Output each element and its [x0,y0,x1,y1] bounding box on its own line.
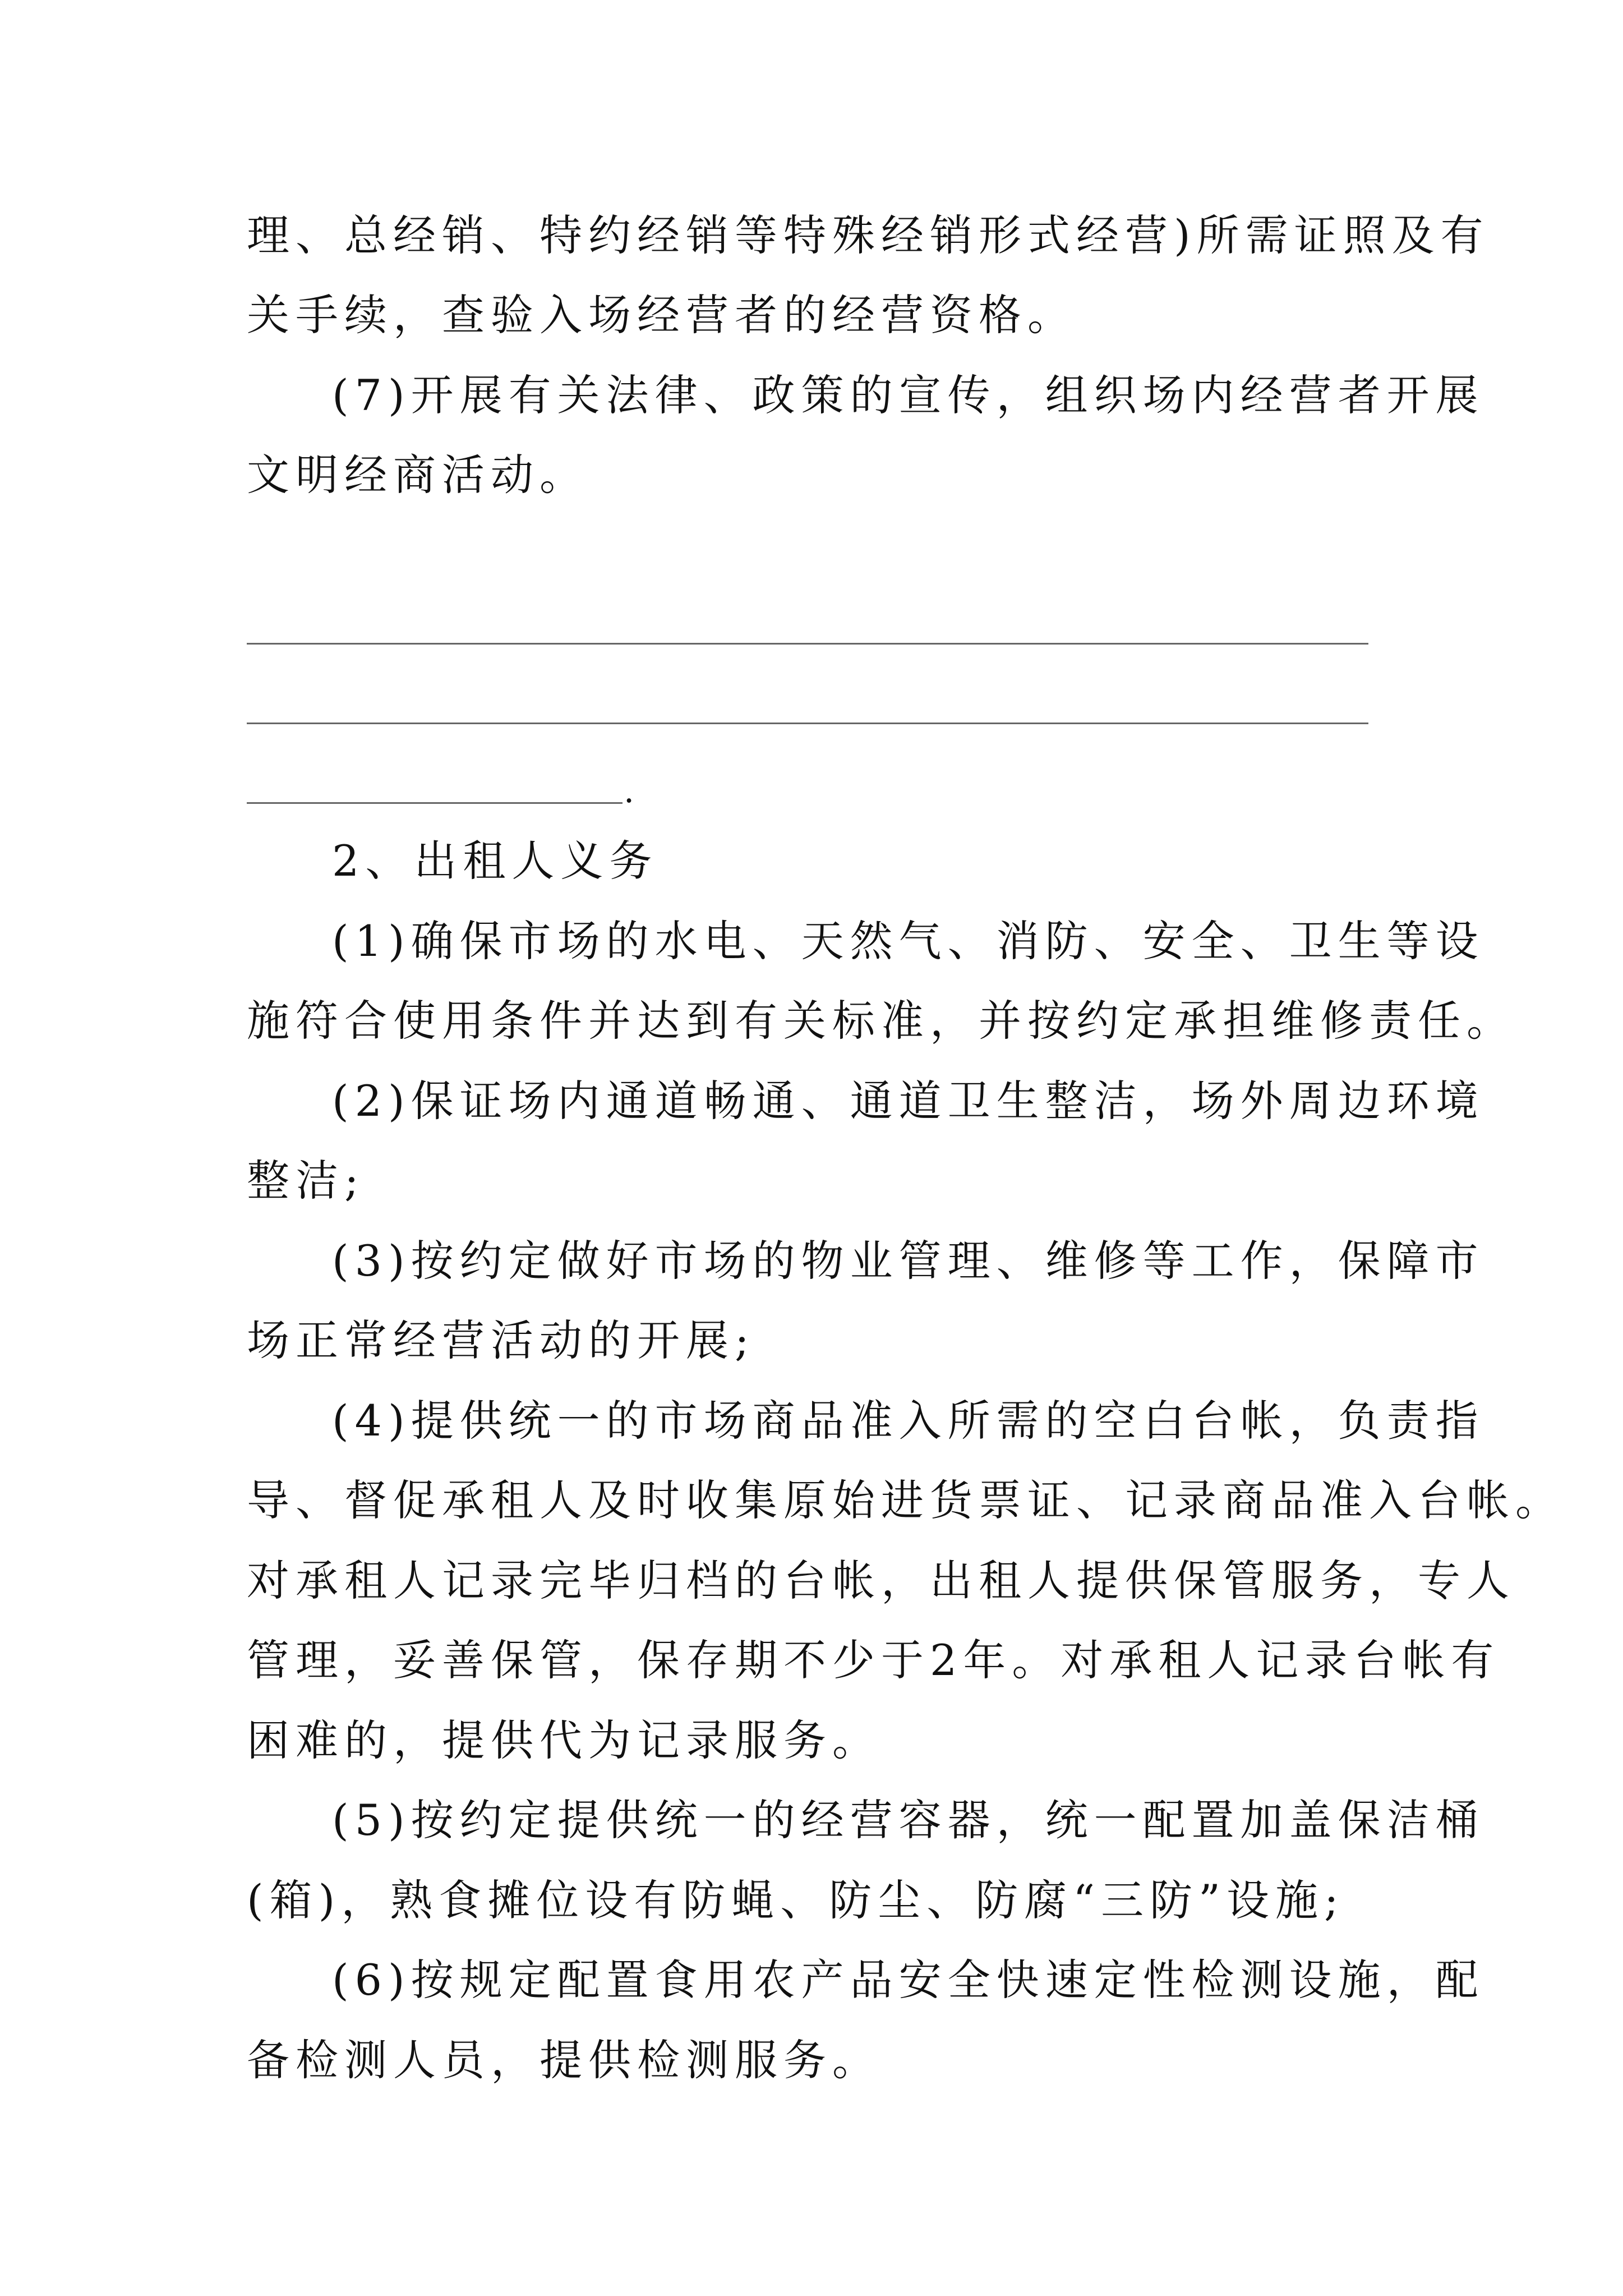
paragraph-line: 管理，妥善保管，保存期不少于2年。对承租人记录台帐有 [247,1635,1500,1685]
paragraph-line: (1)确保市场的水电、天然气、消防、安全、卫生等设 [332,916,1484,966]
paragraph-line: (箱)，熟食摊位设有防蝇、防尘、防腐“三防”设施; [247,1875,1345,1925]
section-heading: 2、出租人义务 [332,836,658,886]
blank-fill-line [247,723,1368,724]
blank-fill-end-mark: . [624,771,635,811]
paragraph-line: 困难的，提供代为记录服务。 [247,1715,881,1765]
paragraph-line: (2)保证场内通道畅通、通道卫生整洁，场外周边环境 [332,1076,1484,1126]
paragraph-line: (6)按规定配置食用农产品安全快速定性检测设施，配 [332,1955,1484,2005]
paragraph-line: 对承租人记录完毕归档的台帐，出租人提供保管服务，专人 [247,1556,1515,1605]
paragraph-line: 场正常经营活动的开展; [247,1315,755,1365]
blank-fill-line [247,802,623,804]
paragraph-line: 关手续，查验入场经营者的经营资格。 [247,290,1076,340]
paragraph-line: 理、总经销、特约经销等特殊经销形式经营)所需证照及有 [247,210,1490,260]
paragraph-line: 备检测人员，提供检测服务。 [247,2035,881,2085]
paragraph-line: 整洁; [247,1156,365,1205]
blank-fill-line [247,643,1368,645]
paragraph-line: (5)按约定提供统一的经营容器，统一配置加盖保洁桶 [332,1795,1484,1845]
paragraph-line: 施符合使用条件并达到有关标准，并按约定承担维修责任。 [247,996,1515,1046]
paragraph-line: 导、督促承租人及时收集原始进货票证、记录商品准入台帐。 [247,1475,1564,1525]
paragraph-line: 文明经商活动。 [247,450,588,500]
paragraph-line: (7)开展有关法律、政策的宣传，组织场内经营者开展 [332,370,1484,420]
paragraph-line: (3)按约定做好市场的物业管理、维修等工作，保障市 [332,1236,1484,1286]
paragraph-line: (4)提供统一的市场商品准入所需的空白台帐，负责指 [332,1396,1484,1446]
